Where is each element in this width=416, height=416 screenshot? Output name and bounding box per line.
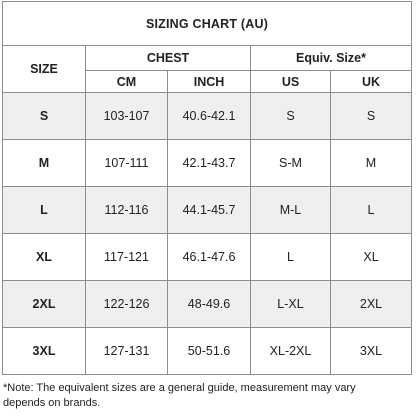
us-cell: M-L [251,187,331,234]
chest-group-header: CHEST [86,46,251,71]
cm-cell: 103-107 [86,93,168,140]
uk-cell: 2XL [331,281,412,328]
size-column-header: SIZE [3,46,86,93]
sizing-table [2,1,412,375]
table-row [3,140,412,187]
uk-cell: S [331,93,412,140]
equiv-size-group-header: Equiv. Size* [251,46,412,71]
cm-cell: 112-116 [86,187,168,234]
note-line-1: *Note: The equivalent sizes are a general guide, measurement may vary [3,382,356,394]
inch-cell: 46.1-47.6 [168,234,251,281]
uk-cell: XL [331,234,412,281]
size-cell: XL [3,234,86,281]
uk-cell: 3XL [331,328,412,375]
inch-cell: 42.1-43.7 [168,140,251,187]
inch-cell: 48-49.6 [168,281,251,328]
note-line-2: depends on brands. [3,397,101,409]
us-cell: S [251,93,331,140]
size-cell: L [3,187,86,234]
us-cell: L [251,234,331,281]
inch-cell: 50-51.6 [168,328,251,375]
cm-column-header: CM [86,71,168,93]
us-cell: L-XL [251,281,331,328]
sizing-chart [2,1,411,375]
table-row [3,234,412,281]
table-row [3,93,412,140]
table-row [3,187,412,234]
size-cell: M [3,140,86,187]
table-row [3,281,412,328]
size-cell: 2XL [3,281,86,328]
uk-column-header: UK [331,71,412,93]
cm-cell: 122-126 [86,281,168,328]
sizing-note [3,381,411,411]
size-cell: 3XL [3,328,86,375]
us-column-header: US [251,71,331,93]
uk-cell: M [331,140,412,187]
inch-column-header: INCH [168,71,251,93]
cm-cell: 107-111 [86,140,168,187]
us-cell: S-M [251,140,331,187]
table-row [3,328,412,375]
cm-cell: 117-121 [86,234,168,281]
inch-cell: 40.6-42.1 [168,93,251,140]
uk-cell: L [331,187,412,234]
size-cell: S [3,93,86,140]
cm-cell: 127-131 [86,328,168,375]
us-cell: XL-2XL [251,328,331,375]
inch-cell: 44.1-45.7 [168,187,251,234]
chart-title: SIZING CHART (AU) [3,2,412,46]
